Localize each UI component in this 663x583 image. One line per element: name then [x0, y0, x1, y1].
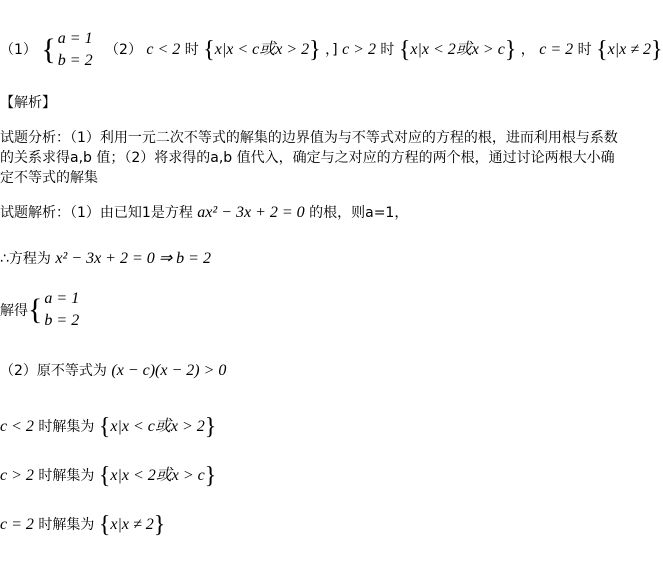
answer-system — [41, 28, 92, 72]
equation-1: ax² − 3x + 2 = 0 — [197, 204, 305, 221]
set-2: x|x < 2或x > c — [410, 41, 505, 58]
cond-c-lt-2: c < 2 — [146, 41, 181, 58]
answer-line: （1） { a = 1 b = 2 （2） c < 2 时 {x|x < c或x > 2} ，] c > 2 时 {x|x < 2或x > c} ， c = 2 时 {x|x ≠ 2} — [0, 28, 663, 72]
solution-intro: 试题解析：（1）由已知1是方程 ax² − 3x + 2 = 0 的根，则a=1， — [0, 204, 409, 221]
shi-3: 时 — [577, 42, 592, 58]
case-3-set: x|x ≠ 2 — [110, 516, 154, 533]
set-3: x|x ≠ 2 — [607, 41, 651, 58]
answer-b: b = 2 — [57, 52, 93, 69]
shi-1: 时 — [184, 42, 199, 58]
analysis-paragraph: 试题分析：（1）利用一元二次不等式的解集的边界值为与不等式对应的方程的根，进而利用根与系数的关系求得a,b 值；（2）将求得的a,b 值代入，确定与之对应的方程的两个根，通过讨论两根大小确定不等式的解集 — [0, 130, 618, 186]
inequality-line: （2）原不等式为 (x − c)(x − 2) > 0 — [0, 362, 227, 379]
cond-c-gt-2: c > 2 — [342, 41, 376, 58]
left-brace: { — [41, 33, 56, 66]
case-3: c = 2 时解集为 {x|x ≠ 2} — [0, 512, 166, 538]
case-2: c > 2 时解集为 {x|x < 2或x > c} — [0, 463, 217, 489]
cond-c-eq-2: c = 2 — [539, 41, 574, 58]
equation-2: x² − 3x + 2 = 0 ⇒ b = 2 — [55, 250, 211, 267]
solve-a: a = 1 — [44, 290, 80, 307]
answer-a: a = 1 — [57, 30, 93, 47]
separator: ，] — [325, 42, 338, 58]
left-brace: { — [28, 293, 43, 326]
case-1: c < 2 时解集为 {x|x < c或x > 2} — [0, 414, 217, 440]
part1-label: （1） — [0, 42, 37, 58]
therefore-line: ∴方程为 x² − 3x + 2 = 0 ⇒ b = 2 — [0, 250, 211, 267]
case-1-set: x|x < c或x > 2 — [110, 418, 205, 435]
shi-2: 时 — [380, 42, 395, 58]
set-1: x|x < c或x > 2 — [214, 41, 310, 58]
case-2-set: x|x < 2或x > c — [110, 467, 205, 484]
section-title: 【解析】 — [0, 95, 56, 111]
inequality: (x − c)(x − 2) > 0 — [111, 362, 227, 379]
part2-label: （2） — [105, 42, 142, 58]
solve-system: 解得 { a = 1 b = 2 — [0, 288, 79, 332]
solve-b: b = 2 — [44, 312, 80, 329]
comma: ， — [520, 42, 535, 58]
